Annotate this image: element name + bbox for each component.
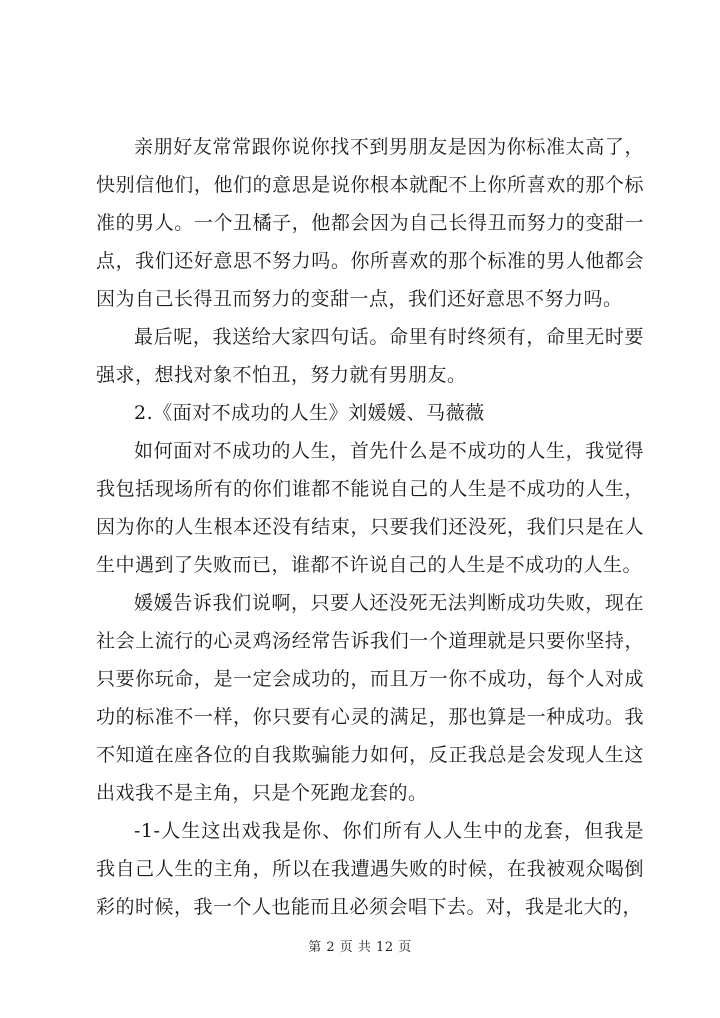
paragraph: -1-人生这出戏我是你、你们所有人人生中的龙套，但我是我自己人生的主角，所以在我遭遇失败的时候，在我被观众喝倒彩的时候，我一个人也能而且必须会唱下去。对，我是北大的，: [96, 820, 644, 918]
section-heading: 2.《面对不成功的人生》刘媛媛、马薇薇: [134, 402, 485, 424]
paragraph: 最后呢，我送给大家四句话。命里有时终须有，命里无时要强求，想找对象不怕丑，努力就有男朋友。: [96, 326, 644, 386]
page-footer: 第 2 页 共 12 页: [308, 940, 412, 955]
paragraph: 如何面对不成功的人生，首先什么是不成功的人生，我觉得我包括现场所有的你们谁都不能说自己的人生是不成功的人生，因为你的人生根本还没有结束，只要我们还没死，我们只是在人生中遇到了失败而已，谁都不许说自己的人生是不成功的人生。: [96, 440, 644, 576]
paragraph: 媛媛告诉我们说啊，只要人还没死无法判断成功失败，现在社会上流行的心灵鸡汤经常告诉我们一个道理就是只要你坚持，只要你玩命，是一定会成功的，而且万一你不成功，每个人对成功的标准不一样，你只要有心灵的满足，那也算是一种成功。我不知道在座各位的自我欺骗能力如何，反正我总是会发现人生这出戏我不是主角，只是个死跑龙套的。: [96, 592, 644, 804]
document-body: [96, 128, 644, 926]
paragraph: 亲朋好友常常跟你说你找不到男朋友是因为你标准太高了，快别信他们，他们的意思是说你根本就配不上你所喜欢的那个标准的男人。一个丑橘子，他都会因为自己长得丑而努力的变甜一点，我们还好意思不努力吗。你所喜欢的那个标准的男人他都会因为自己长得丑而努力的变甜一点，我们还好意思不努力吗。: [96, 136, 644, 310]
